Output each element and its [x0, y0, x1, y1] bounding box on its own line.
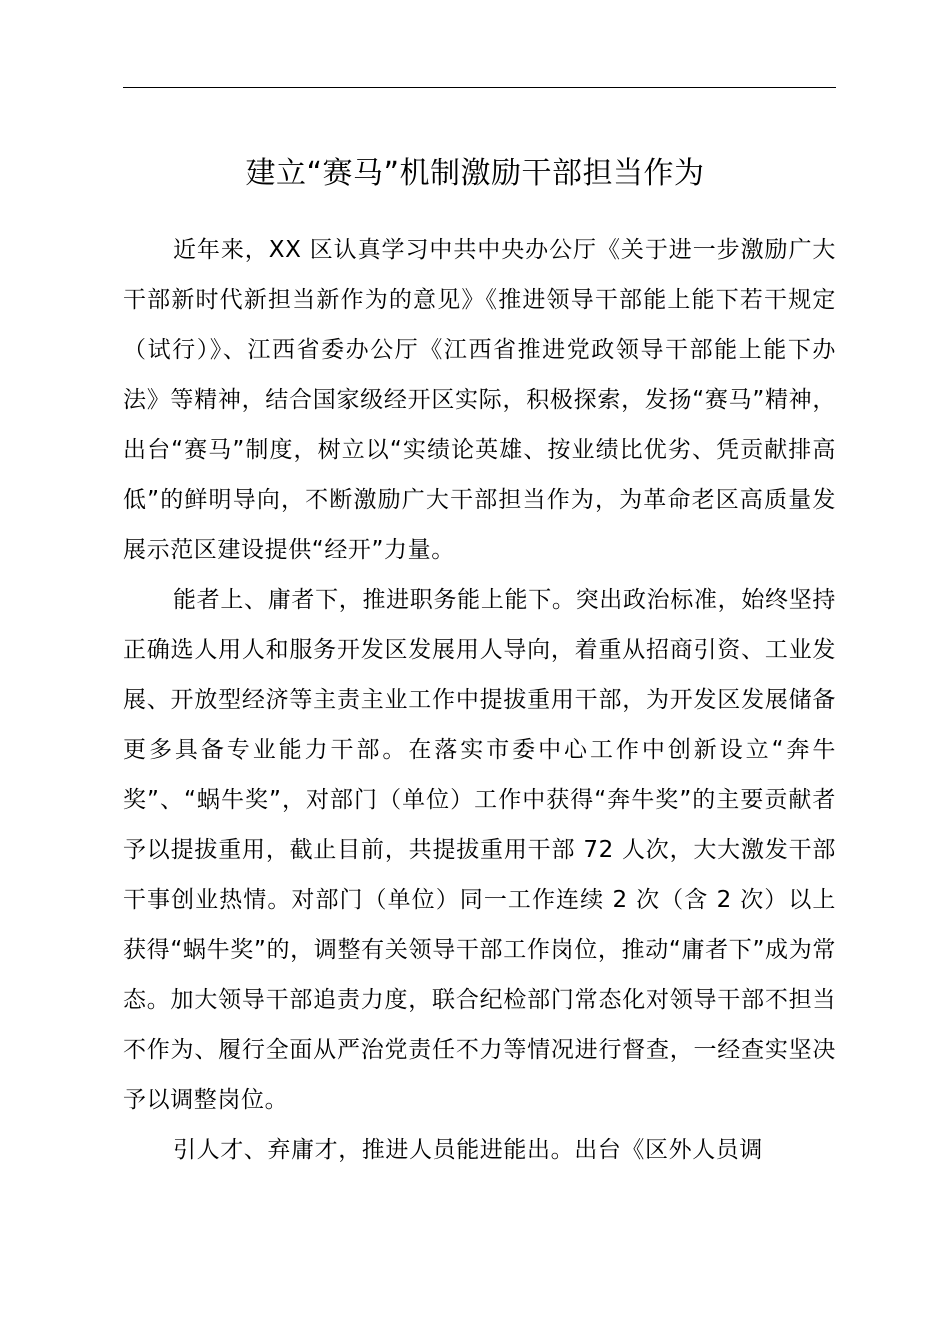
- paragraph-promotion: 能者上、庸者下，推进职务能上能下。突出政治标准，始终坚持正确选人用人和服务开发区发展用人导向，着重从招商引资、工业发展、开放型经济等主责主业工作中提拔重用干部，为开发区发展储备更多具备专业能力干部。在落实市委中心工作中创新设立“奔牛奖”、“蜗牛奖”，对部门（单位）工作中获得“奔牛奖”的主要贡献者予以提拔重用，截止目前，共提拔重用干部 72 人次，大大激发干部干事创业热情。对部门（单位）同一工作连续 2 次（含 2 次）以上获得“蜗牛奖”的，调整有关领导干部工作岗位，推动“庸者下”成为常态。加大领导干部追责力度，联合纪检部门常态化对领导干部不担当不作为、履行全面从严治党责任不力等情况进行督查，一经查实坚决予以调整岗位。: [123, 587, 836, 1113]
- paragraph-intro: 近年来，XX 区认真学习中共中央办公厅《关于进一步激励广大干部新时代新担当新作为的意见》《推进领导干部能上能下若干规定（试行）》、江西省委办公厅《江西省推进党政领导干部能上能下办法》等精神，结合国家级经开区实际，积极探索，发扬“赛马”精神，出台“赛马”制度，树立以“实绩论英雄、按业绩比优劣、凭贡献排高低”的鲜明导向，不断激励广大干部担当作为，为革命老区高质量发展示范区建设提供“经开”力量。: [123, 237, 836, 563]
- header-rule: [123, 87, 836, 88]
- document-title: 建立“赛马”机制激励干部担当作为: [245, 156, 705, 191]
- paragraph-talent: 引人才、弃庸才，推进人员能进能出。出台《区外人员调: [173, 1137, 763, 1163]
- document-body: [123, 225, 836, 1175]
